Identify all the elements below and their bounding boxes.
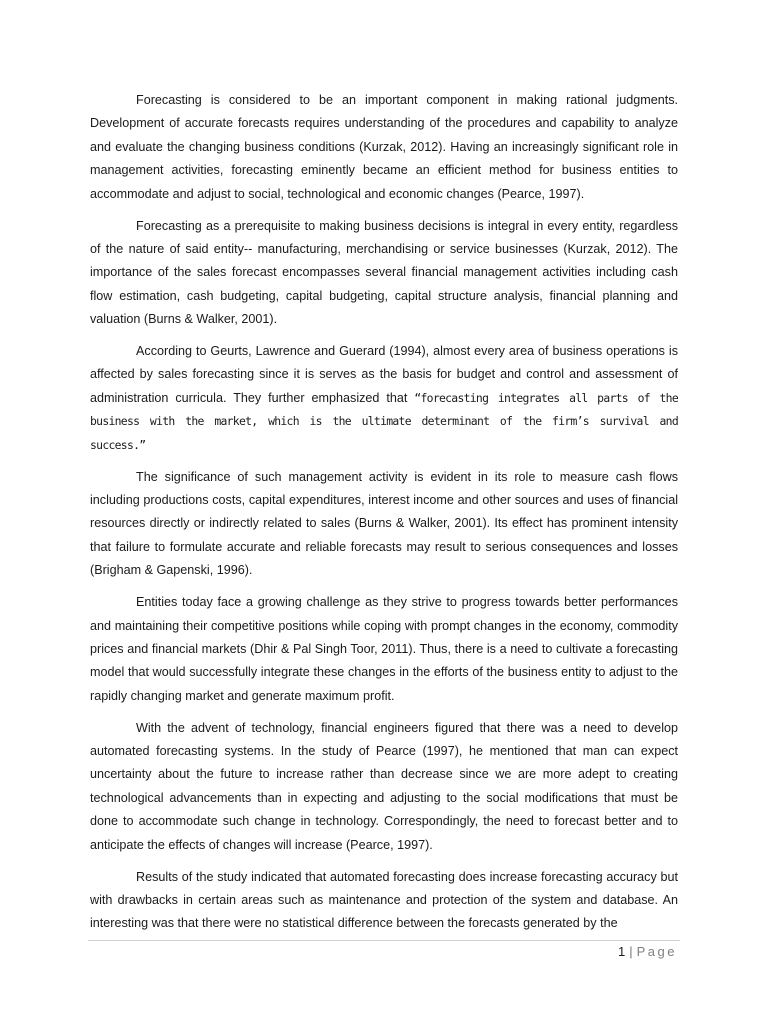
- document-body: [90, 89, 678, 944]
- page-number: 1: [618, 944, 626, 959]
- paragraph: Entities today face a growing challenge as they strive to progress towards better performances and maintaining their competitive positions while coping with prompt changes in the economy, commodity prices and financial markets (Dhir & Pal Singh Toor, 2011). Thus, there is a need to cultivate a forecasting model that would successfully integrate these changes in the efforts of the business entity to adjust to the rapidly changing market and generate maximum profit.: [90, 595, 678, 703]
- page-label: Page: [636, 944, 677, 959]
- footer-separator: |: [629, 944, 633, 959]
- paragraph: Results of the study indicated that automated forecasting does increase forecasting accuracy but with drawbacks in certain areas such as maintenance and protection of the system and database. An interesting was that there were no statistical difference between the forecasts generated by the: [90, 869, 678, 931]
- quoted-text: “forecasting integrates all parts of the business with the market, which is the ultimate determinant of the firm’s survival and success.”: [90, 390, 678, 452]
- paragraph: Forecasting as a prerequisite to making business decisions is integral in every entity, regardless of the nature of said entity-- manufacturing, merchandising or service businesses (Kurzak, 2012). The importance of the sales forecast encompasses several financial management activities including cash flow estimation, cash budgeting, capital budgeting, capital structure analysis, financial planning and valuation (Burns & Walker, 2001).: [90, 218, 678, 327]
- footer-divider: [88, 940, 680, 941]
- paragraph: With the advent of technology, financial engineers figured that there was a need to develop automated forecasting systems. In the study of Pearce (1997), he mentioned that man can expect uncertainty about the future to increase rather than decrease since we are more adept to creating technological advancements than in expecting and adjusting to the social modifications that must be done to accommodate such change in technology. Correspondingly, the need to forecast better and to anticipate the effects of changes will increase (Pearce, 1997).: [90, 720, 678, 852]
- paragraph: Forecasting is considered to be an important component in making rational judgments. Development of accurate forecasts requires understanding of the procedures and capability to analyze and evaluate the changing business conditions (Kurzak, 2012). Having an increasingly significant role in management activities, forecasting eminently became an efficient method for business entities to accommodate and adjust to social, technological and economic changes (Pearce, 1997).: [90, 93, 678, 201]
- paragraph-text: According to Geurts, Lawrence and Guerard (1994), almost every area of business operations is affected by sales forecasting since it is serves as the basis for budget and control and assessment of administration curricula. They further emphasized that: [90, 344, 678, 405]
- page-footer: [618, 942, 677, 962]
- paragraph: The significance of such management activity is evident in its role to measure cash flows including productions costs, capital expenditures, interest income and other sources and uses of financial resources directly or indirectly related to sales (Burns & Walker, 2001). Its effect has prominent intensity that failure to formulate accurate and reliable forecasts may result to serious consequences and losses (Brigham & Gapenski, 1996).: [90, 469, 678, 578]
- paragraph: [90, 340, 678, 457]
